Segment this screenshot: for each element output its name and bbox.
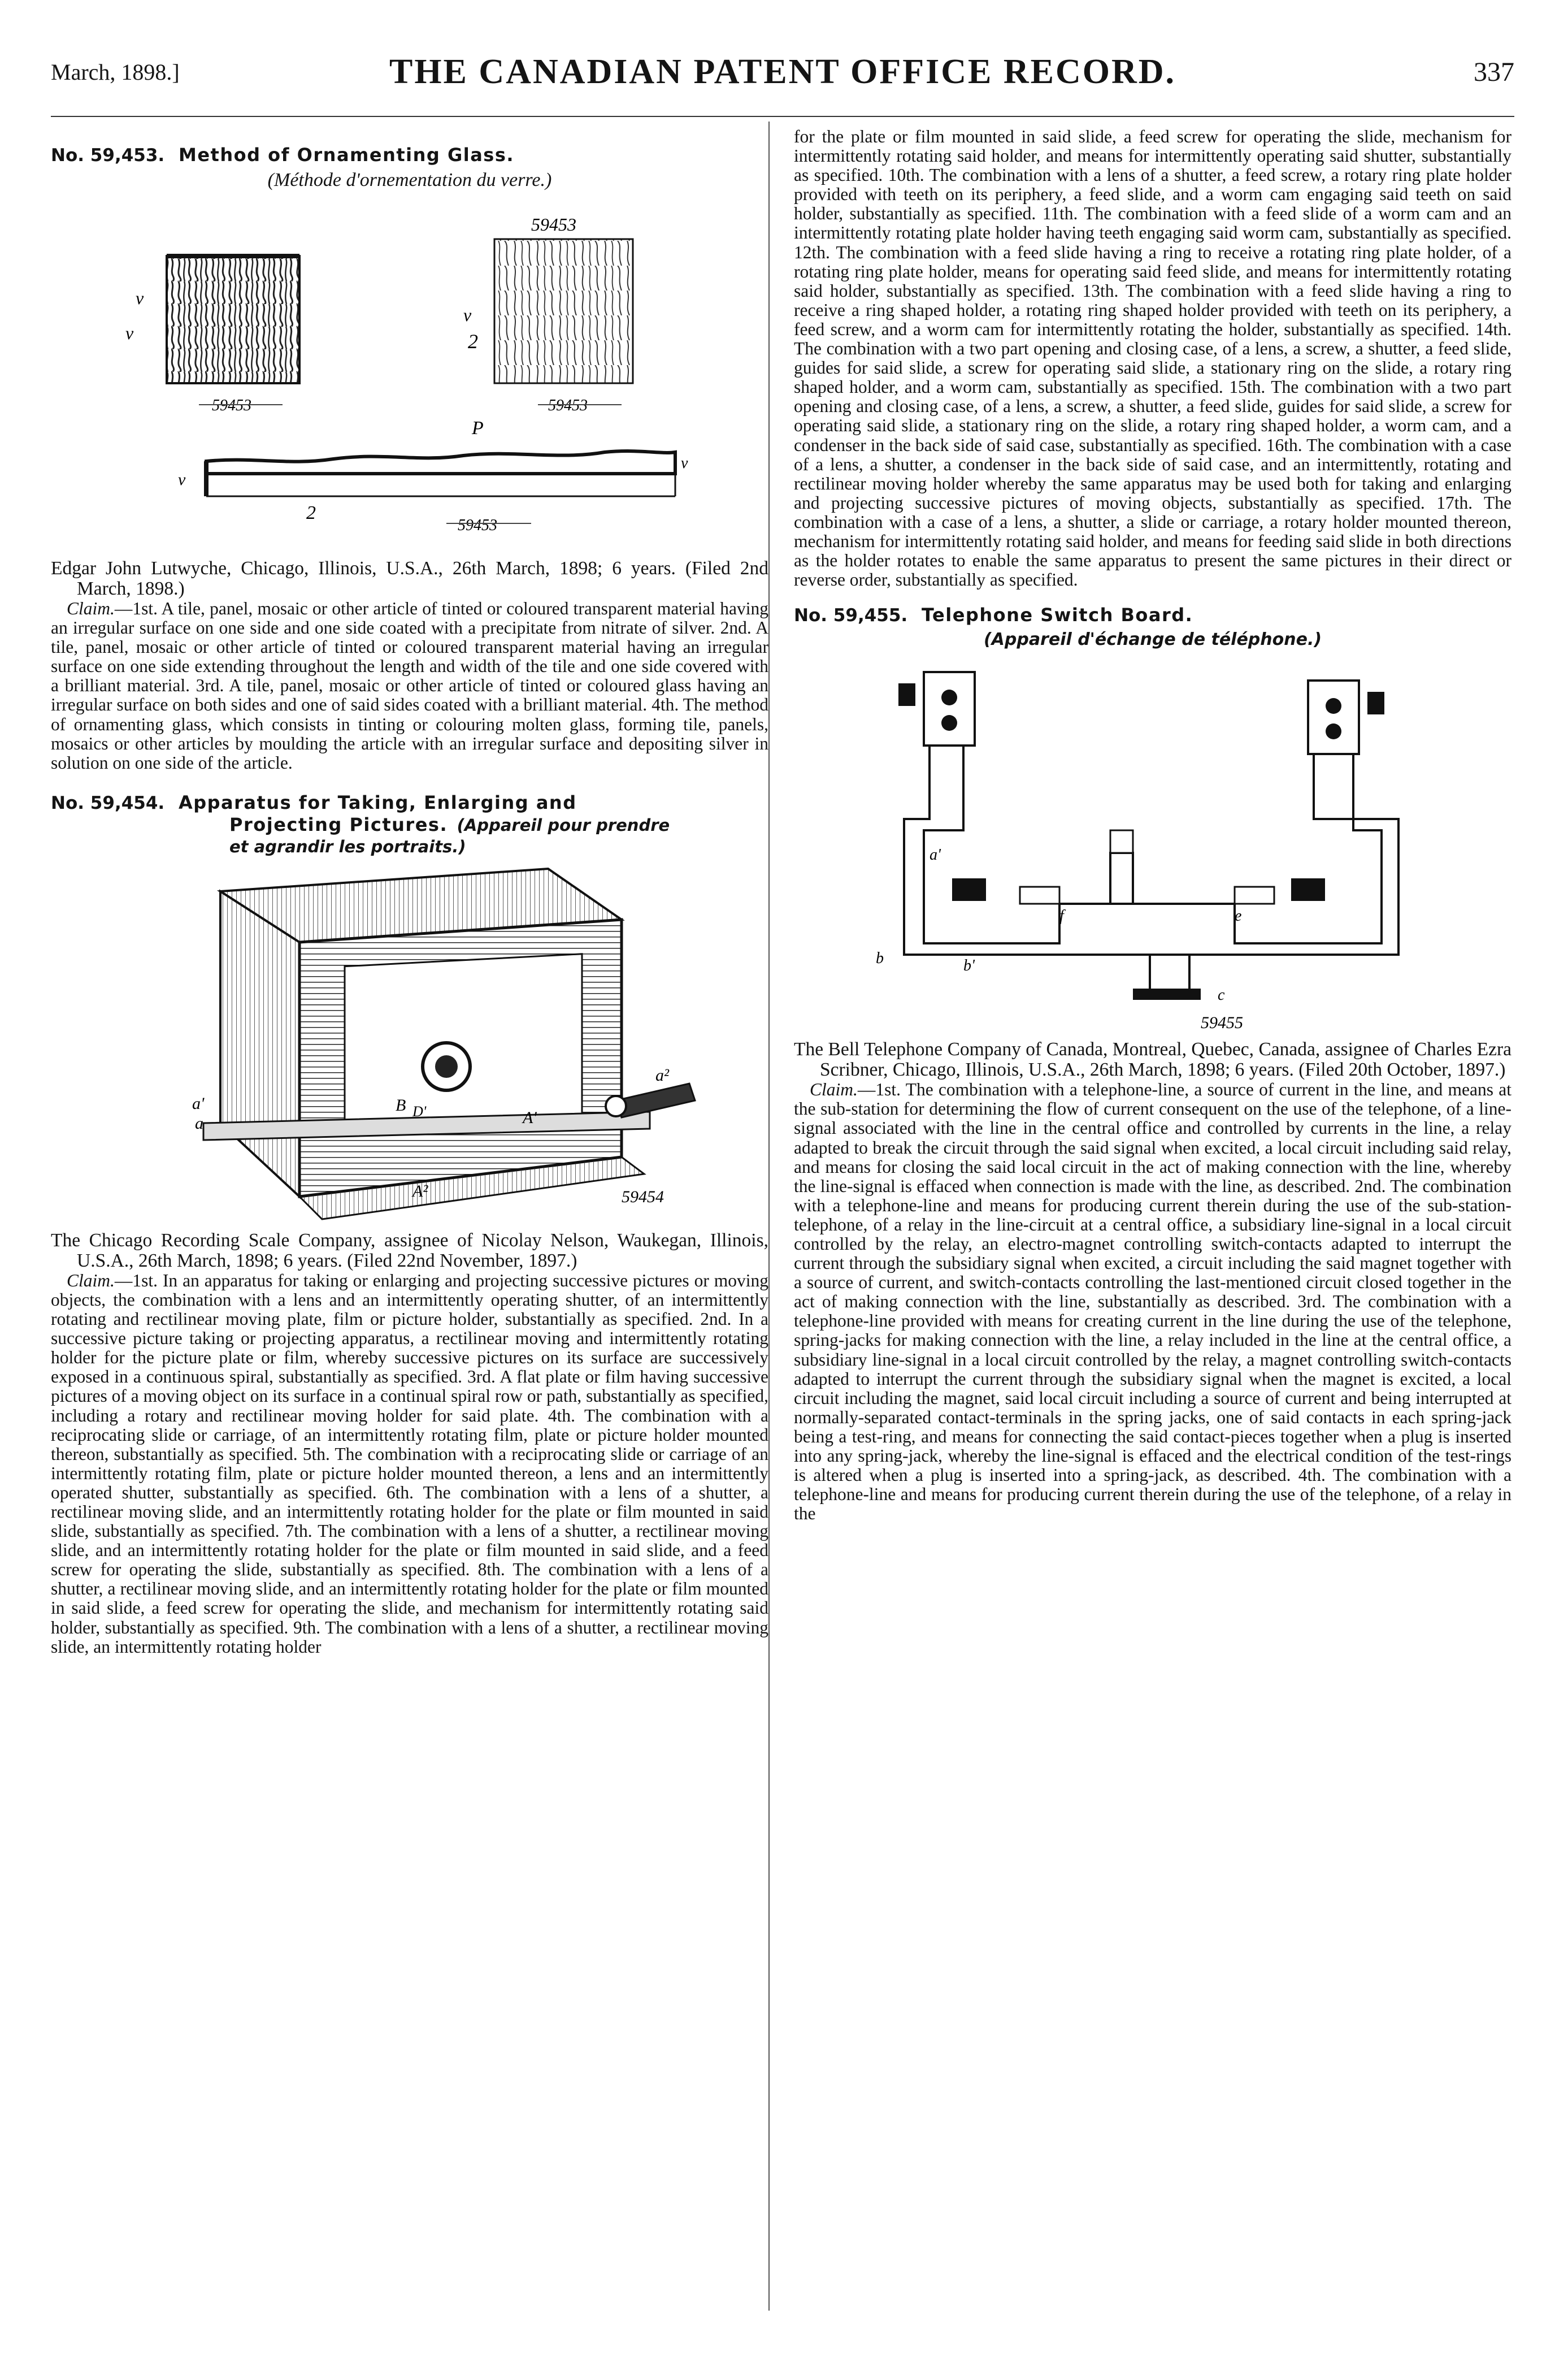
patent-assignee: Edgar John Lutwyche, Chicago, Illinois, U.S.A., 26th March, 1898; 6 years. (Filed 2nd March, 1898.) — [51, 558, 768, 599]
patent-claims — [794, 1080, 1511, 1523]
claims-text: —1st. The combination with a telephone-line, a source of current in the line, and means at the sub-station for determining the flow of current consequent on the use of the telephone, of a line-signal associated with the line in the central office and controlled by currents in the line, a relay adapted to break the circuit through the said signal when excited, a local circuit including said relay, and means for closing the said local circuit in the act of making connection with the line, whereby the line-signal is effaced when connection is made with the line, as described. 2nd. The combination with a telephone-line and means for producing current therein during the use of the sub-station-telephone, of a relay in the line-circuit at a central office, a subsidiary line-signal in a local circuit controlled by the relay, an electro-magnet controlling switch-contacts adapted to interrupt the current through the subsidiary signal when excited, a circuit including the said magnet together with a source of current, and switch-contacts controlling the last-mentioned circuit closed together in the act of making connection with the line, substantially as described. 3rd. The combination with a telephone-line provided with means for creating current in the line during the use of the telephone, spring-jacks for making connection with the line, a relay included in the line at the central office, a subsidiary line-signal in a local circuit controlled by the relay, a magnet controlling switch-contacts adapted to interrupt the current through the subsidiary signal when the magnet is excited, a local circuit including the magnet, said local circuit including a source of current and being interrupted at normally-separated contact-terminals in the spring jacks, one of said contacts in each spring-jack being a test-ring, and means for connecting the said contact-pieces together when a plug is inserted into any spring-jack, whereby the line-signal is effaced and the electrical condition of the test-rings is altered when a plug is inserted into a spring-jack, as described. 4th. The combination with a telephone-line and means for producing current therein during the use of the telephone, of a relay in the — [794, 1080, 1511, 1524]
spring-jack-right — [1235, 887, 1274, 904]
patent-french-title: (Méthode d'ornementation du verre.) — [267, 170, 552, 190]
fig-ref-label: v — [463, 305, 472, 325]
figure-picture-apparatus — [51, 857, 768, 1230]
fig-ref-label: 2 — [468, 330, 478, 353]
claim-label: Claim. — [67, 1270, 115, 1290]
fig-caption: 59455 — [1201, 1013, 1243, 1033]
substation-right — [1308, 681, 1384, 754]
running-head — [51, 52, 1514, 97]
patent-59455-heading — [794, 604, 1511, 626]
patent-assignee: The Bell Telephone Company of Canada, Montreal, Quebec, Canada, assignee of Charles Ezra Scribner, Chicago, Illinois, U.S.A., 26th March, 1898; 6 years. (Filed 20th October, 1897.) — [794, 1039, 1511, 1081]
tile-dark-view — [167, 256, 299, 383]
fig-caption: 59454 — [622, 1187, 664, 1206]
patent-title: Telephone Switch Board. — [921, 604, 1193, 626]
patent-number: No. 59,453. — [51, 145, 165, 166]
battery — [1133, 989, 1201, 1000]
patent-title: Method of Ornamenting Glass. — [178, 144, 515, 166]
claim-label: Claim. — [810, 1080, 858, 1100]
line-wire-right — [1314, 754, 1398, 955]
issue-date: March, 1898.] — [51, 59, 180, 85]
patent-claims — [51, 1271, 768, 1657]
fig-ref-label: a' — [192, 1094, 205, 1113]
fig-ref-label: A' — [523, 1108, 537, 1127]
fig-caption: 59453 — [548, 397, 588, 414]
journal-title: THE CANADIAN PATENT OFFICE RECORD. — [389, 53, 1176, 91]
fig-caption: 59453 — [212, 397, 251, 414]
fig-top-note: 59453 — [531, 214, 576, 235]
fig-caption: 59453 — [458, 517, 497, 534]
fig-ref-label: P — [472, 418, 484, 439]
fig-ref-label: f — [1059, 907, 1064, 925]
relay-left — [952, 878, 986, 901]
fig-ref-label: a' — [929, 846, 941, 864]
fig-ref-label: b — [876, 950, 884, 968]
patent-french-title-cont: et agrandir les portraits.) — [229, 837, 466, 856]
patent-59453-heading — [51, 144, 768, 166]
line-wire-left — [904, 746, 980, 955]
fig-ref-label: v — [178, 470, 186, 489]
column-rule — [768, 122, 770, 2311]
fig-ref-label: 2 — [306, 502, 316, 523]
patent-59454-heading — [51, 792, 768, 814]
fig-ref-label: v — [125, 323, 134, 343]
spring-jack-left — [1020, 887, 1059, 904]
figure-switch-board — [794, 649, 1511, 1039]
patent-assignee: The Chicago Recording Scale Company, assignee of Nicolay Nelson, Waukegan, Illinois, U.S.A., 26th March, 1898; 6 years. (Filed 22nd November, 1897.) — [51, 1229, 768, 1271]
fig-ref-label: A² — [412, 1181, 428, 1201]
relay-right — [1291, 878, 1325, 901]
claims-text: —1st. A tile, panel, mosaic or other article of tinted or coloured transparent material having an irregular surface on one side and one side coated with a precipitate from nitrate of silver. 2nd. A tile, panel, mosaic or other article of tinted or coloured transparent material having an irregular surface on one side extending throughout the length and width of the tile and one side covered with a brilliant material. 3rd. A tile, panel, mosaic or other article of tinted or coloured glass having an irregular surface on both sides and one of said sides coated with a brilliant material. 4th. The method of ornamenting glass, which consists in tinting or colouring molten glass, forming tile, panels, mosaics or other articles by moulding the article with an irregular surface and depositing silver in solution on one side of the article. — [51, 599, 768, 773]
camera-panel — [345, 954, 582, 1136]
figure-ornamented-glass — [51, 191, 768, 558]
patent-number: No. 59,455. — [794, 605, 908, 626]
patent-french-title: (Appareil pour prendre — [457, 815, 670, 835]
claim-label: Claim. — [67, 599, 115, 618]
page-number: 337 — [1474, 57, 1514, 87]
fig-ref-label: v — [681, 454, 688, 472]
right-column — [794, 127, 1511, 1523]
fig-ref-label: b' — [963, 957, 975, 975]
substation-left — [898, 672, 975, 746]
patent-title-cont: Projecting Pictures. — [229, 813, 448, 835]
patent-french-title: (Appareil d'échange de téléphone.) — [983, 630, 1322, 650]
central-office-circuit — [980, 904, 1319, 943]
fig-ref-label: e — [1235, 907, 1242, 925]
left-column — [51, 127, 768, 1657]
header-rule — [51, 116, 1514, 117]
fig-ref-label: B — [396, 1095, 406, 1115]
crank-handle — [616, 1084, 695, 1117]
claims-text: —1st. In an apparatus for taking or enlarging and projecting successive pictures or moving objects, the combination with a lens and an intermittently operating shutter, of an intermittently rotating and rectilinear moving plate, film or picture holder, substantially as specified. 2nd. In a successive picture taking or projecting apparatus, a rectilinear moving and intermittently rotating holder for the picture plate or film, whereby successive pictures on its surface are successively exposed in a continuous spiral, substantially as specified. 3rd. A flat plate or film having successive pictures of a moving object on its surface in a continual spiral row or path, substantially as specified, including a rotary and rectilinear moving holder for said plate. 4th. The combination with a reciprocating slide or carriage, of an intermittently rotating film, plate or picture holder mounted thereon, substantially as specified. 5th. The combination with a reciprocating slide or carriage of an intermittently rotating film, plate or picture holder mounted thereon, a lens and an intermittently operated shutter, substantially as specified. 6th. The combination with a lens of a shutter, a rectilinear moving slide, and an intermittently rotating holder for the plate or film mounted in said slide, substantially as specified. 7th. The combination with a lens of a shutter, a rectilinear moving slide, and an intermittently rotating holder for the plate or film mounted in said slide, and a feed screw for operating the slide, substantially as specified. 8th. The combination with a lens of a shutter, a rectilinear moving slide, and an intermittently rotating holder for the plate or film mounted in said slide, a feed screw for operating the slide, and mechanism for intermittently rotating said holder, substantially as specified. 9th. The combination with a lens of a shutter, a rectilinear moving slide, an intermittently rotating holder — [51, 1270, 768, 1657]
fig-ref-label: c — [1218, 986, 1225, 1004]
patent-59454-french-cont — [51, 836, 768, 857]
tile-light-view — [494, 239, 633, 383]
fig-ref-label: D' — [412, 1103, 427, 1120]
fig-ref-label: v — [136, 288, 144, 308]
patent-number: No. 59,454. — [51, 792, 165, 813]
camera-side — [220, 891, 299, 1197]
fig-ref-label: a — [195, 1113, 203, 1133]
tile-section-view — [206, 451, 675, 474]
patent-title: Apparatus for Taking, Enlarging and — [178, 791, 577, 813]
fig-ref-label: a² — [655, 1065, 669, 1085]
patent-claims — [51, 599, 768, 773]
patent-claims-continued: for the plate or film mounted in said slide, a feed screw for operating the slide, mechanism for intermittently rotating said holder, and means for intermittently operating said shutter, substantially as specified. 10th. The combination with a lens of a shutter, a feed screw, a rotary ring plate holder provided with teeth on its periphery, a feed slide, and a worm cam engaging said teeth on said holder, substantially as specified. 11th. The combination with a feed slide of a worm cam and an intermittently rotating plate holder having teeth engaging said worm cam, substantially as specified. 12th. The combination with a feed slide having a ring to receive a rotating ring plate holder, of a rotating ring plate holder, means for operating said feed slide, and means for intermittently rotating said holder, substantially as specified. 13th. The combination with a feed slide having a ring to receive a ring shaped holder, a rotating ring shaped holder provided with teeth on its periphery, a feed screw, and a worm cam for intermittently rotating the holder, substantially as specified. 14th. The combination with a two part opening and closing case, of a lens, a screw, a shutter, a feed slide, guides for said slide, a screw for operating said slide, a stationary ring on the slide, a rotary ring shaped holder, and a worm cam, substantially as specified. 15th. The combination with a two part opening and closing case, of a lens, a screw, a shutter, a feed slide, guides for said slide, a screw for operating said slide, a stationary ring on the slide, a rotary ring shaped holder, a worm cam, and a condenser in the back side of said case, substantially as specified. 16th. The combination with a case of a lens, a shutter, a condenser in the back side of said case, and an intermittently, rotating and rectilinear moving holder whereby the same apparatus may be used both for taking and enlarging and projecting successive pictures of moving objects, substantially as specified. 17th. The combination with a case of a lens, a shutter, a slide or carriage, a rotary holder mounted thereon, mechanism for intermittently rotating said holder, and means for feeding said slide in both directions as the holder rotates to enable the same apparatus to present the same pictures in their direct or reverse order, substantially as specified. — [794, 127, 1511, 590]
patent-59454-heading-cont — [51, 814, 768, 836]
line-signal — [1110, 830, 1133, 853]
